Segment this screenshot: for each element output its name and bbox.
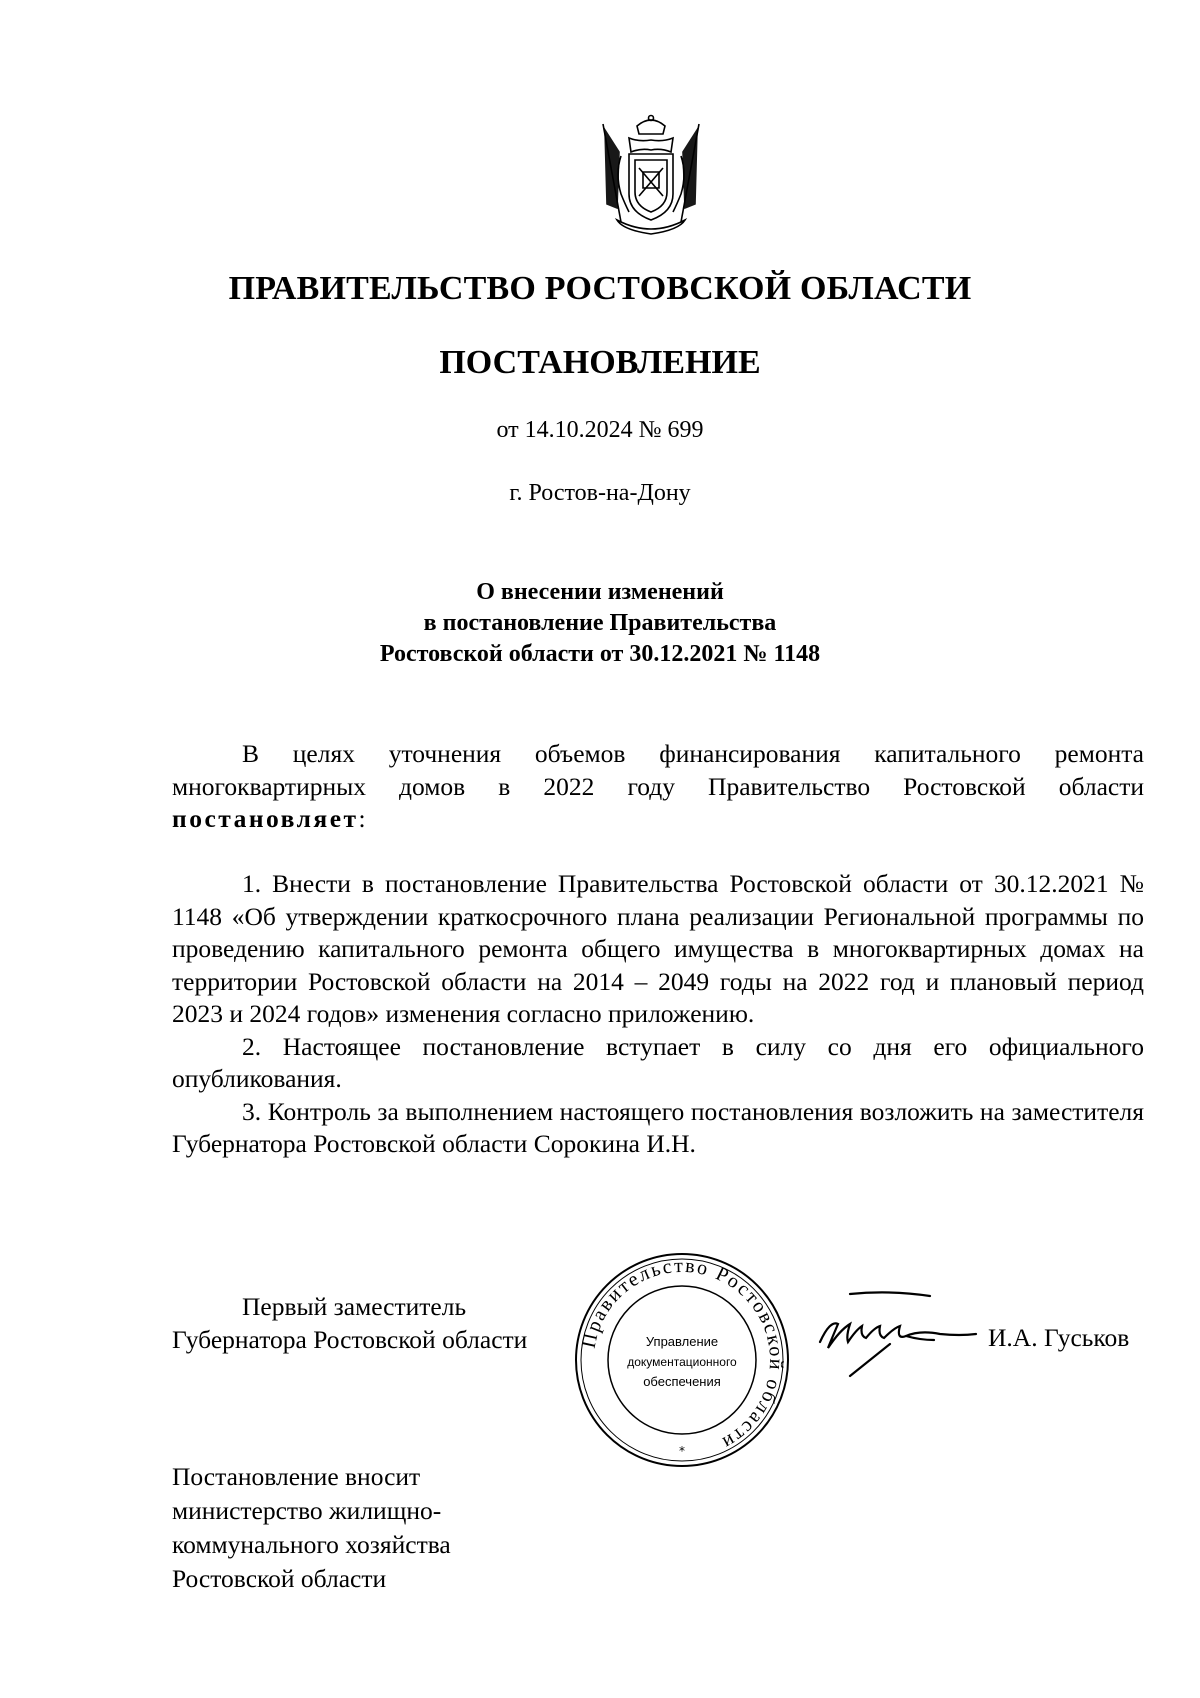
decree-items <box>172 868 1144 1161</box>
decree-item: 2. Настоящее постановление вступает в силу со дня его официального опубликования. <box>172 1031 1144 1093</box>
stamp-inner-line: обеспечения <box>643 1374 721 1389</box>
stamp-outer-text: Правительство Ростовской области <box>577 1254 788 1455</box>
document-type: ПОСТАНОВЛЕНИЕ <box>439 344 761 381</box>
title-line: в постановление Правительства <box>423 610 777 636</box>
introducer-line: Постановление вносит <box>172 1462 421 1491</box>
decree-item: 3. Контроль за выполнением настоящего постановления возложить на заместителя Губернатора Ростовской области Сорокина И.Н. <box>172 1096 1144 1158</box>
handwritten-signature <box>810 1290 980 1380</box>
document-date-number: от 14.10.2024 № 699 <box>496 417 704 443</box>
stamp-inner-line: Управление <box>645 1334 719 1349</box>
official-stamp <box>572 1250 792 1470</box>
title-line: О внесении изменений <box>476 579 724 605</box>
government-name: ПРАВИТЕЛЬСТВО РОСТОВСКОЙ ОБЛАСТИ <box>228 270 972 307</box>
stamp-inner-line: документационного <box>627 1355 737 1369</box>
introducer-line: Ростовской области <box>172 1564 387 1593</box>
coat-of-arms-emblem <box>599 112 703 242</box>
preamble-paragraph <box>172 738 1144 836</box>
introducer-note <box>172 1460 451 1596</box>
title-line: Ростовской области от 30.12.2021 № 1148 <box>379 641 821 667</box>
signer-position-line: Первый заместитель <box>242 1292 467 1321</box>
stamp-star-icon: * <box>679 1444 685 1458</box>
decree-item: 1. Внести в постановление Правительства Ростовской области от 30.12.2021 № 1148 «Об утверждении краткосрочного плана реализации Региональной программы по проведению капитального ремонта общего имущества в многоквартирных домах на территории Ростовской области на 2014 – 2049 годы на 2022 год и плановый период 2023 и 2024 годов» изменения согласно приложению. <box>172 869 1144 1028</box>
introducer-line: коммунального хозяйства <box>172 1530 451 1559</box>
introducer-line: министерство жилищно- <box>172 1496 442 1525</box>
decree-colon: : <box>358 804 366 833</box>
document-title <box>0 577 1200 670</box>
document-city: г. Ростов-на-Дону <box>509 480 691 506</box>
decree-word: постановляет <box>172 804 359 833</box>
signer-position-line: Губернатора Ростовской области <box>172 1325 528 1354</box>
signer-name: И.А. Гуськов <box>988 1323 1130 1352</box>
preamble-text: В целях уточнения объемов финансирования капитального ремонта многоквартирных домов в 2022 году Правительство Ростовской области <box>172 739 1144 801</box>
signer-position <box>172 1290 527 1356</box>
